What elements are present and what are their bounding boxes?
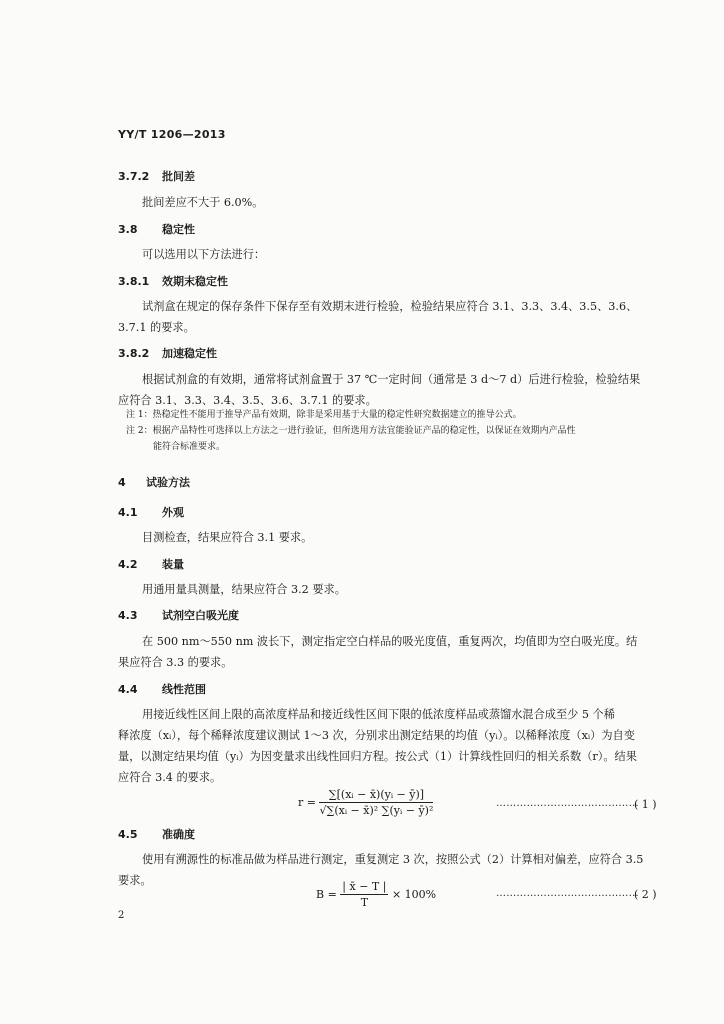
paragraph-line: 根据试剂盒的有效期，通常将试剂盒置于 37 ℃一定时间（通常是 3 d～7 d）后进行检验，检验结果 (142, 373, 641, 386)
section-title: 试验方法 (146, 476, 190, 489)
note-2-continued: 能符合标准要求。 (153, 442, 226, 452)
fraction (340, 880, 388, 909)
formula-1 (298, 788, 433, 817)
paragraph-line: 3.7.1 的要求。 (118, 321, 195, 334)
section-title: 装量 (162, 558, 184, 571)
paragraph-line: 释浓度（xᵢ），每个稀释浓度建议测试 1～3 次，分别求出测定结果的均值（yᵢ）。以稀释浓度（xᵢ）为自变 (118, 729, 635, 742)
formula-number: ( 1 ) (634, 798, 657, 811)
section-title: 外观 (162, 506, 184, 519)
paragraph-line: 果应符合 3.3 的要求。 (118, 656, 233, 669)
paragraph-line: 要求。 (118, 874, 152, 887)
section-heading-3-8-2 (118, 345, 217, 361)
formula-tail: × 100% (391, 888, 437, 901)
formula-2 (316, 880, 436, 909)
section-heading-4-3 (118, 607, 239, 623)
note-2: 注 2：根据产品特性可选择以上方法之一进行验证，但所选用方法宜能验证产品的稳定性，以保证在效期内产品性 (126, 426, 576, 436)
fraction-numerator: | x̄ − T | (342, 880, 387, 893)
section-number: 4.4 (118, 683, 138, 696)
section-number: 3.8.2 (118, 347, 150, 360)
section-number: 3.8.1 (118, 275, 150, 288)
formula-lhs: B = (316, 888, 337, 901)
section-title: 线性范围 (162, 683, 206, 696)
section-number: 4.5 (118, 828, 138, 841)
fraction (319, 788, 433, 817)
paragraph: 目测检查，结果应符合 3.1 要求。 (142, 531, 313, 544)
leader-dots: …………………………………… (496, 798, 639, 809)
note-1: 注 1：热稳定性不能用于推导产品有效期，除非是采用基于大量的稳定性研究数据建立的推导公式。 (126, 410, 522, 420)
leader-dots: …………………………………… (496, 888, 639, 899)
section-heading-3-8 (118, 221, 195, 237)
section-number: 3.8 (118, 223, 138, 236)
paragraph-line: 量，以测定结果均值（yᵢ）为因变量求出线性回归方程。按公式（1）计算线性回归的相关系数（r）。结果 (118, 750, 637, 763)
fraction-denominator: √∑(xᵢ − x̄)² ∑(yᵢ − ȳ)² (319, 804, 434, 817)
paragraph: 批间差应不大于 6.0%。 (142, 196, 264, 209)
section-title: 效期末稳定性 (162, 275, 228, 288)
section-heading-4-4 (118, 681, 206, 697)
paragraph-line: 应符合 3.4 的要求。 (118, 771, 222, 784)
section-heading-4-2 (118, 556, 184, 572)
section-number: 4 (118, 476, 126, 489)
paragraph-line: 试剂盒在规定的保存条件下保存至有效期末进行检验，检验结果应符合 3.1、3.3、3.4、3.5、3.6、 (142, 300, 638, 313)
fraction-denominator: T (360, 896, 369, 909)
formula-number: ( 2 ) (634, 888, 657, 901)
formula-lhs: r = (298, 796, 316, 809)
paragraph-line: 用接近线性区间上限的高浓度样品和接近线性区间下限的低浓度样品或蒸馏水混合成至少 5 个稀 (142, 708, 615, 721)
section-number: 4.3 (118, 609, 138, 622)
section-heading-3-7-2 (118, 168, 195, 184)
section-title: 试剂空白吸光度 (162, 609, 239, 622)
paragraph-line: 应符合 3.1、3.3、3.4、3.5、3.6、3.7.1 的要求。 (118, 394, 377, 407)
section-number: 4.1 (118, 506, 138, 519)
paragraph: 可以选用以下方法进行： (142, 248, 266, 261)
fraction-numerator: ∑[(xᵢ − x̄)(yᵢ − ȳ)] (319, 788, 433, 803)
section-heading-4-5 (118, 826, 195, 842)
section-heading-3-8-1 (118, 273, 228, 289)
section-heading-4-1 (118, 504, 184, 520)
paragraph-line: 使用有溯源性的标准品做为样品进行测定，重复测定 3 次，按照公式（2）计算相对偏差，应符合 3.5 (142, 853, 644, 866)
page-number: 2 (118, 910, 125, 921)
section-title: 稳定性 (162, 223, 195, 236)
section-title: 准确度 (162, 828, 195, 841)
paragraph-line: 在 500 nm～550 nm 波长下，测定指定空白样品的吸光度值，重复两次，均值即为空白吸光度。结 (142, 635, 638, 648)
standard-header: YY/T 1206—2013 (118, 128, 226, 141)
section-title: 批间差 (162, 170, 195, 183)
section-title: 加速稳定性 (162, 347, 217, 360)
section-number: 3.7.2 (118, 170, 150, 183)
section-number: 4.2 (118, 558, 138, 571)
chapter-heading-4 (118, 474, 190, 490)
paragraph: 用通用量具测量，结果应符合 3.2 要求。 (142, 583, 346, 596)
